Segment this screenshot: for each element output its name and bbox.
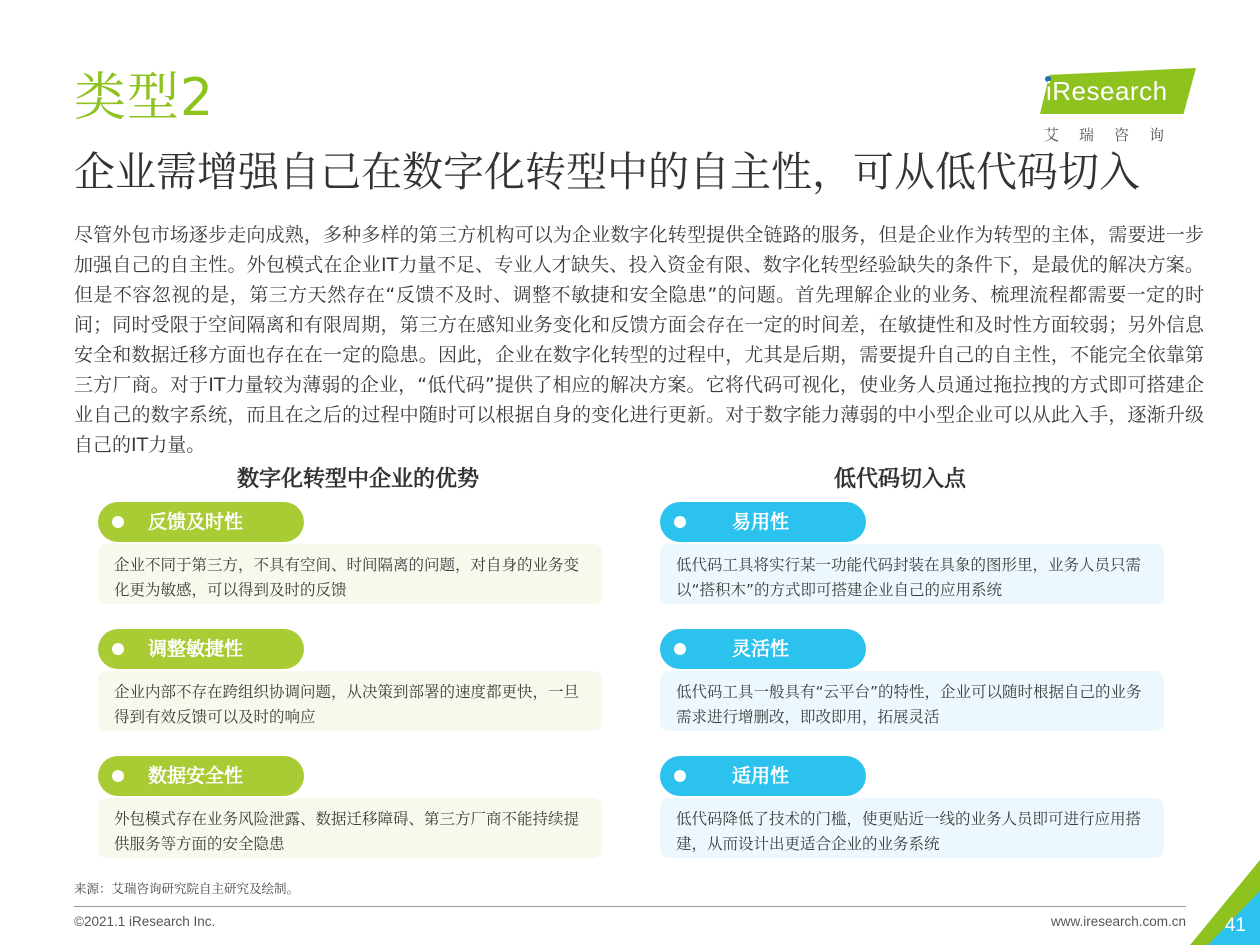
body-paragraph: 尽管外包市场逐步走向成熟，多种多样的第三方机构可以为企业数字化转型提供全链路的服务，但是企业作为转型的主体，需要进一步加强自己的自主性。外包模式在企业IT力量不足、专业人才缺失、投入资金有限、数字化转型经验缺失的条件下，是最优的解决方案。但是不容忽视的是，第三方天然存在“反馈不及时、调整不敏捷和安全隐患”的问题。首先理解企业的业务、梳理流程都需要一定的时间；同时受限于空间隔离和有限周期，第三方在感知业务变化和反馈方面会存在一定的时间差，在敏捷性和及时性方面较弱；另外信息安全和数据迁移方面也存在在一定的隐患。因此，企业在数字化转型的过程中，尤其是后期，需要提升自己的自主性，不能完全依靠第三方厂商。对于IT力量较为薄弱的企业，“低代码”提供了相应的解决方案。它将代码可视化，使业务人员通过拖拉拽的方式即可搭建企业自己的数字系统，而且在之后的过程中随时可以根据自身的变化进行更新。对于数字能力薄弱的中小型企业可以从此入手，逐渐升级自己的IT力量。 <box>74 224 1204 456</box>
copyright: ©2021.1 iResearch Inc. <box>74 914 216 929</box>
pill-ease-of-use <box>660 502 866 542</box>
pill-label: 数据安全性 <box>148 765 244 787</box>
source-note: 来源：艾瑞咨询研究院自主研究及绘制。 <box>74 881 300 896</box>
pill-feedback-timeliness <box>98 502 304 542</box>
bullet-dot <box>674 770 686 782</box>
page-number: 41 <box>1224 915 1246 936</box>
pill-data-security <box>98 756 304 796</box>
corner-decoration <box>1190 860 1260 945</box>
card-ease-of-use: 低代码工具将实行某一功能代码封装在具象的图形里，业务人员只需以“搭积木”的方式即可搭建企业自己的应用系统 <box>660 544 1164 604</box>
pill-label: 灵活性 <box>732 638 790 660</box>
card-feedback-timeliness: 企业不同于第三方，不具有空间、时间隔离的问题，对自身的业务变化更为敏感，可以得到及时的反馈 <box>98 544 602 604</box>
footer-divider <box>74 906 1186 907</box>
pill-applicability <box>660 756 866 796</box>
pill-label: 调整敏捷性 <box>148 638 244 660</box>
card-adjust-agility: 企业内部不存在跨组织协调问题，从决策到部署的速度都更快，一旦得到有效反馈可以及时的响应 <box>98 671 602 731</box>
pill-label: 易用性 <box>732 511 790 533</box>
page-title: 企业需增强自己在数字化转型中的自主性，可从低代码切入 <box>74 148 1140 196</box>
bullet-dot <box>674 516 686 528</box>
pill-adjust-agility <box>98 629 304 669</box>
logo-text: iResearch <box>1046 76 1168 106</box>
logo-subtitle: 艾瑞咨询 <box>1044 126 1185 144</box>
section-label: 类型2 <box>74 68 215 128</box>
left-column-title: 数字化转型中企业的优势 <box>236 467 479 492</box>
pill-label: 反馈及时性 <box>148 511 244 533</box>
iresearch-logo <box>1040 64 1200 148</box>
pill-label: 适用性 <box>732 765 790 787</box>
pill-flexibility <box>660 629 866 669</box>
bullet-dot <box>112 770 124 782</box>
card-data-security: 外包模式存在业务风险泄露、数据迁移障碍、第三方厂商不能持续提供服务等方面的安全隐患 <box>98 798 602 858</box>
bullet-dot <box>112 643 124 655</box>
bullet-dot <box>674 643 686 655</box>
right-column-title: 低代码切入点 <box>833 467 966 492</box>
card-applicability: 低代码降低了技术的门槛，使更贴近一线的业务人员即可进行应用搭建，从而设计出更适合企业的业务系统 <box>660 798 1164 858</box>
bullet-dot <box>112 516 124 528</box>
card-flexibility: 低代码工具一般具有“云平台”的特性，企业可以随时根据自己的业务需求进行增删改，即改即用，拓展灵活 <box>660 671 1164 731</box>
website-link[interactable]: www.iresearch.com.cn <box>1050 914 1186 929</box>
